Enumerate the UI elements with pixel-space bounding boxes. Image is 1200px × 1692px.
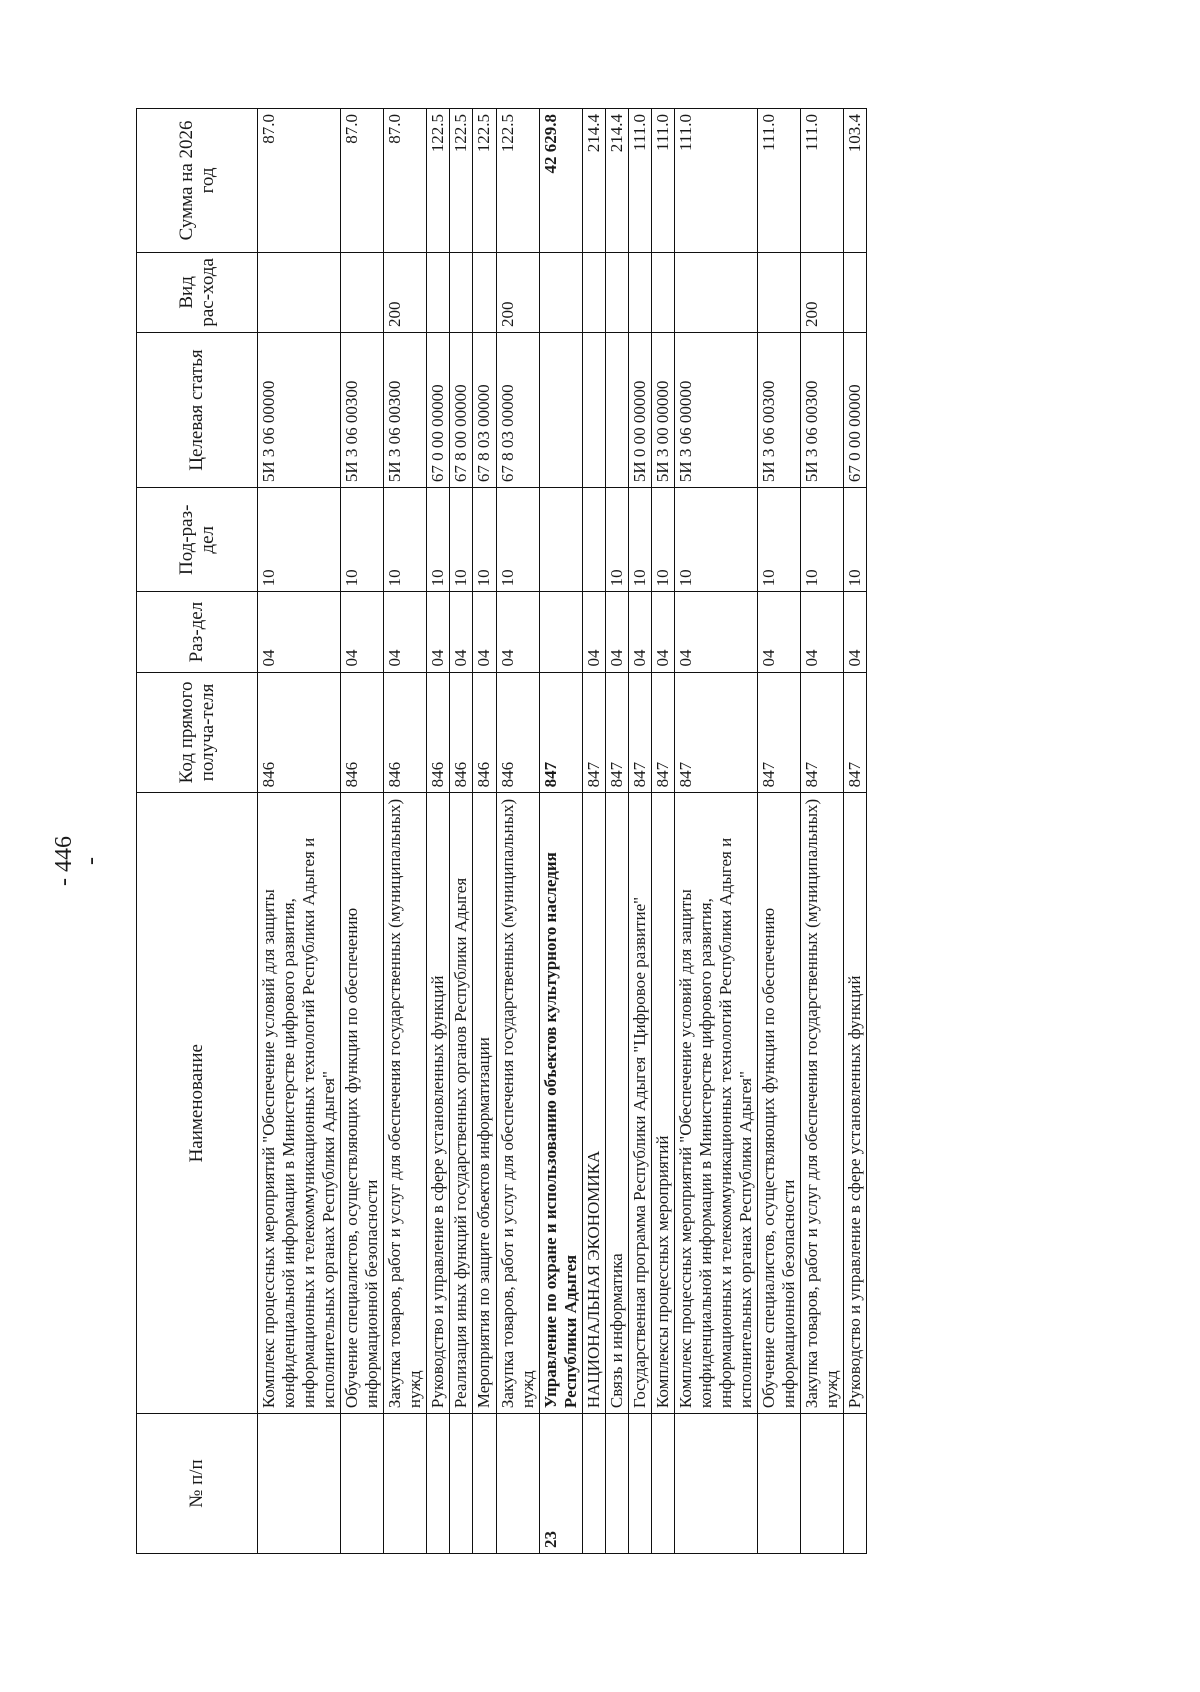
cell-target: 67 8 03 00000 [496,332,539,487]
table-row [496,109,539,1554]
table-row [801,109,844,1554]
page-number: - 446 - [51,836,104,886]
cell-num [605,1414,628,1554]
cell-amount: 103.4 [844,109,867,253]
table-row [258,109,341,1554]
cell-exp-type: 200 [801,252,844,332]
cell-name: Комплекс процессных мероприятий "Обеспечение условий для защиты конфиденциальной информации в Министерстве цифрового развития, информационных и телекоммуникационных технологий Республики Адыгея и исполнительных органах Республики Адыгея" [674,793,757,1414]
cell-target: 5И 3 06 00300 [801,332,844,487]
cell-num [628,1414,651,1554]
cell-recipient: 847 [674,672,757,793]
cell-subsection: 10 [341,488,384,592]
cell-name: Руководство и управление в сфере установленных функций [427,793,450,1414]
header-num: № п/п [137,1414,258,1554]
cell-recipient: 846 [473,672,496,793]
cell-amount: 111.0 [628,109,651,253]
cell-section: 04 [844,592,867,672]
cell-num: 23 [539,1414,582,1554]
cell-exp-type [582,252,605,332]
cell-exp-type: 200 [496,252,539,332]
cell-section: 04 [758,592,801,672]
cell-num [844,1414,867,1554]
cell-subsection: 10 [384,488,427,592]
header-recipient: Код прямого получа-теля [137,672,258,793]
cell-section: 04 [582,592,605,672]
header-section: Раз-дел [137,592,258,672]
cell-section: 04 [450,592,473,672]
cell-name: Обучение специалистов, осуществляющих функции по обеспечению информационной безопасности [341,793,384,1414]
budget-table [136,108,867,1554]
cell-num [758,1414,801,1554]
cell-section: 04 [651,592,674,672]
table-row [341,109,384,1554]
table-header-row [137,109,258,1554]
cell-name: Руководство и управление в сфере установленных функций [844,793,867,1414]
table-row [628,109,651,1554]
cell-subsection: 10 [628,488,651,592]
cell-target: 5И 3 00 00000 [651,332,674,487]
cell-section: 04 [628,592,651,672]
table-row [450,109,473,1554]
cell-target: 67 0 00 00000 [844,332,867,487]
cell-num [384,1414,427,1554]
cell-exp-type [427,252,450,332]
cell-target: 67 8 00 00000 [450,332,473,487]
cell-name: Закупка товаров, работ и услуг для обеспечения государственных (муниципальных) нужд [496,793,539,1414]
cell-num [801,1414,844,1554]
table-row [844,109,867,1554]
cell-target: 5И 0 00 00000 [628,332,651,487]
cell-section: 04 [605,592,628,672]
cell-target: 67 0 00 00000 [427,332,450,487]
cell-amount: 214.4 [582,109,605,253]
cell-exp-type [539,252,582,332]
cell-amount: 214.4 [605,109,628,253]
cell-name: Закупка товаров, работ и услуг для обеспечения государственных (муниципальных) нужд [384,793,427,1414]
cell-target: 67 8 03 00000 [473,332,496,487]
cell-recipient: 846 [384,672,427,793]
cell-subsection: 10 [651,488,674,592]
cell-amount: 87.0 [341,109,384,253]
cell-exp-type: 200 [384,252,427,332]
rotated-table-area [136,108,1062,1554]
cell-recipient: 846 [341,672,384,793]
cell-exp-type [628,252,651,332]
cell-target: 5И 3 06 00300 [384,332,427,487]
cell-exp-type [605,252,628,332]
cell-name: Реализация иных функций государственных органов Республики Адыгея [450,793,473,1414]
cell-amount: 122.5 [450,109,473,253]
cell-subsection: 10 [496,488,539,592]
table-row [651,109,674,1554]
cell-subsection: 10 [473,488,496,592]
table-row [758,109,801,1554]
cell-name: Закупка товаров, работ и услуг для обеспечения государственных (муниципальных) нужд [801,793,844,1414]
cell-num [582,1414,605,1554]
cell-subsection: 10 [674,488,757,592]
cell-num [450,1414,473,1554]
cell-target [539,332,582,487]
cell-num [341,1414,384,1554]
table-row [605,109,628,1554]
cell-subsection: 10 [605,488,628,592]
cell-name: Обучение специалистов, осуществляющих функции по обеспечению информационной безопасности [758,793,801,1414]
cell-recipient: 846 [450,672,473,793]
cell-amount: 122.5 [496,109,539,253]
cell-name: Государственная программа Республики Адыгея "Цифровое развитие" [628,793,651,1414]
cell-amount: 87.0 [384,109,427,253]
cell-target: 5И 3 06 00000 [258,332,341,487]
cell-amount: 87.0 [258,109,341,253]
cell-section: 04 [427,592,450,672]
cell-target [582,332,605,487]
cell-subsection: 10 [427,488,450,592]
header-name: Наименование [137,793,258,1414]
budget-table-container [136,108,1062,1554]
cell-amount: 42 629.8 [539,109,582,253]
table-row [674,109,757,1554]
cell-subsection: 10 [450,488,473,592]
table-row [582,109,605,1554]
cell-amount: 111.0 [651,109,674,253]
cell-num [427,1414,450,1554]
cell-recipient: 846 [427,672,450,793]
cell-subsection: 10 [258,488,341,592]
header-target: Целевая статья [137,332,258,487]
cell-target: 5И 3 06 00000 [674,332,757,487]
cell-exp-type [341,252,384,332]
cell-recipient: 847 [801,672,844,793]
cell-name: Комплексы процессных мероприятий [651,793,674,1414]
cell-name: Управление по охране и использованию объектов культурного наследия Республики Адыгея [539,793,582,1414]
cell-subsection: 10 [844,488,867,592]
cell-section: 04 [384,592,427,672]
cell-exp-type [258,252,341,332]
cell-recipient: 847 [539,672,582,793]
cell-amount: 122.5 [473,109,496,253]
cell-recipient: 847 [582,672,605,793]
cell-amount: 111.0 [758,109,801,253]
cell-target [605,332,628,487]
cell-name: Мероприятия по защите объектов информатизации [473,793,496,1414]
cell-name: Связь и информатика [605,793,628,1414]
cell-target: 5И 3 06 00300 [758,332,801,487]
cell-section: 04 [341,592,384,672]
header-subsection: Под-раз-дел [137,488,258,592]
table-row [384,109,427,1554]
cell-amount: 122.5 [427,109,450,253]
cell-num [651,1414,674,1554]
cell-num [674,1414,757,1554]
cell-exp-type [844,252,867,332]
cell-recipient: 846 [496,672,539,793]
cell-section: 04 [674,592,757,672]
cell-subsection: 10 [758,488,801,592]
table-row [539,109,582,1554]
cell-section: 04 [473,592,496,672]
table-row [473,109,496,1554]
cell-subsection: 10 [801,488,844,592]
cell-name: Комплекс процессных мероприятий "Обеспечение условий для защиты конфиденциальной информации в Министерстве цифрового развития, информационных и телекоммуникационных технологий Республики Адыгея и исполнительных органах Республики Адыгея" [258,793,341,1414]
cell-name: НАЦИОНАЛЬНАЯ ЭКОНОМИКА [582,793,605,1414]
table-row [427,109,450,1554]
cell-section: 04 [258,592,341,672]
cell-exp-type [450,252,473,332]
cell-num [473,1414,496,1554]
cell-subsection [539,488,582,592]
cell-exp-type [674,252,757,332]
cell-recipient: 847 [605,672,628,793]
cell-section: 04 [801,592,844,672]
cell-recipient: 846 [258,672,341,793]
cell-target: 5И 3 06 00300 [341,332,384,487]
cell-section: 04 [496,592,539,672]
cell-num [258,1414,341,1554]
cell-exp-type [473,252,496,332]
cell-section [539,592,582,672]
header-exp-type: Вид рас-хода [137,252,258,332]
cell-recipient: 847 [844,672,867,793]
cell-recipient: 847 [651,672,674,793]
header-amount: Сумма на 2026 год [137,109,258,253]
cell-exp-type [758,252,801,332]
cell-exp-type [651,252,674,332]
cell-amount: 111.0 [674,109,757,253]
cell-subsection [582,488,605,592]
cell-num [496,1414,539,1554]
cell-recipient: 847 [628,672,651,793]
cell-recipient: 847 [758,672,801,793]
cell-amount: 111.0 [801,109,844,253]
